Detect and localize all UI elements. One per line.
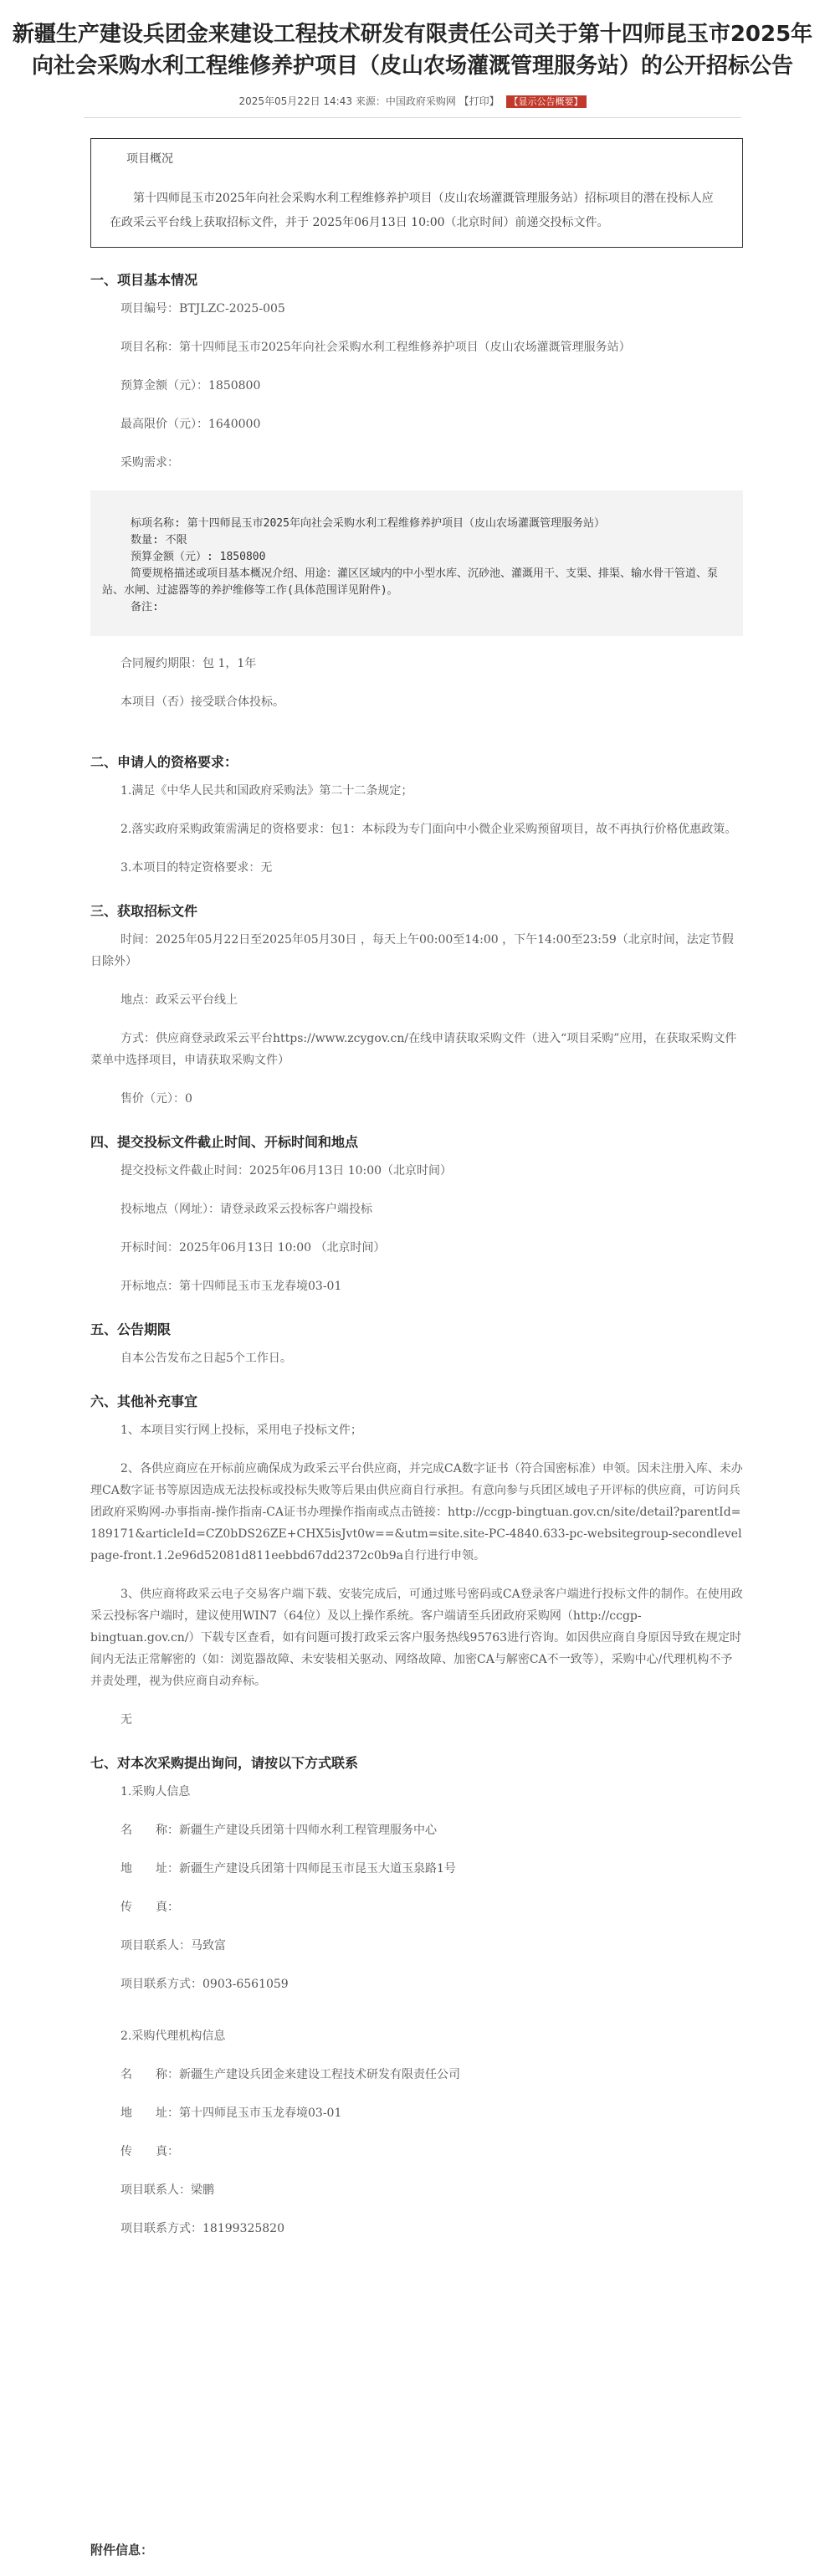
page-title: 新疆生产建设兵团金来建设工程技术研发有限责任公司关于第十四师昆玉市2025年向社会采购水利工程维修养护项目（皮山农场灌溉管理服务站）的公开招标公告	[12, 22, 813, 79]
notice-period: 自本公告发布之日起5个工作日。	[120, 1352, 292, 1365]
buyer-name: 名 称：新疆生产建设兵团第十四师水利工程管理服务中心	[120, 1824, 437, 1837]
agent-name: 名 称：新疆生产建设兵团金来建设工程技术研发有限责任公司	[120, 2068, 460, 2081]
agent-address: 地 址：第十四师昆玉市玉龙春境03-01	[120, 2106, 342, 2120]
section-6-heading: 六、其他补充事宜	[90, 1393, 198, 1409]
buyer-contact: 项目联系人：马致富	[120, 1939, 226, 1953]
title-divider	[84, 117, 741, 118]
req-note: 备注:	[131, 601, 159, 613]
contract-period: 合同履约期限：包 1，1年	[120, 657, 257, 670]
submit-deadline: 提交投标文件截止时间：2025年06月13日 10:00（北京时间）	[120, 1164, 453, 1178]
qualification-3: 3.本项目的特定资格要求：无	[120, 861, 273, 875]
budget-amount: 预算金额（元）：1850800	[120, 379, 261, 393]
document-price: 售价（元）：0	[120, 1092, 192, 1106]
source: 来源：中国政府采购网	[355, 95, 456, 107]
meta-line	[0, 94, 825, 109]
qualification-2: 2.落实政府采购政策需满足的资格要求：包1：本标段为专门面向中小微企业采购预留项目，故不再执行价格优惠政策。	[120, 823, 737, 836]
project-code: 项目编号：BTJLZC-2025-005	[120, 302, 285, 316]
obtain-time: 时间：2025年05月22日至2025年05月30日 ，每天上午00:00至14:00 ，下午14:00至23:59（北京时间，法定节假日除外）	[90, 933, 734, 968]
agent-fax: 传 真：	[120, 2145, 179, 2158]
obtain-method: 方式：供应商登录政采云平台https://www.zcygov.cn/在线申请获取采购文件（进入“项目采购”应用，在获取采购文件菜单中选择项目，申请获取采购文件）	[90, 1032, 737, 1067]
agent-contact: 项目联系人：梁鹏	[120, 2183, 214, 2197]
opening-place: 开标地点：第十四师昆玉市玉龙春境03-01	[120, 1280, 342, 1293]
demand-label: 采购需求：	[120, 456, 179, 470]
section-1-heading: 一、项目基本情况	[90, 272, 198, 288]
print-link[interactable]: 【打印】	[459, 95, 500, 107]
opening-time: 开标时间：2025年06月13日 10:00 （北京时间）	[120, 1241, 386, 1255]
req-budget: 预算金额（元）: 1850800	[131, 551, 266, 563]
section-7-heading: 七、对本次采购提出询问，请按以下方式联系	[90, 1755, 359, 1771]
qualification-1: 1.满足《中华人民共和国政府采购法》第二十二条规定；	[120, 784, 413, 798]
buyer-info-title: 1.采购人信息	[120, 1785, 191, 1799]
consortium-note: 本项目（否）接受联合体投标。	[120, 695, 284, 709]
publish-date: 2025年05月22日 14:43	[238, 95, 352, 107]
supplement-none: 无	[120, 1713, 132, 1727]
buyer-fax: 传 真：	[120, 1901, 179, 1914]
submit-place: 投标地点（网址）：请登录政采云投标客户端投标	[120, 1203, 372, 1216]
agent-phone: 项目联系方式：18199325820	[120, 2222, 284, 2235]
section-3-heading: 三、获取招标文件	[90, 903, 198, 919]
supplement-2: 2、各供应商应在开标前应确保成为政采云平台供应商，并完成CA数字证书（符合国密标准）申领。因未注册入库、未办理CA数字证书等原因造成无法投标或投标失败等后果由供应商自行承担。有意向参与兵团区域电子开评标的供应商，可访问兵团政府采购网-办事指南-操作指南-CA证书办理操作指南或点击链接：http://ccgp-bingtuan.gov.cn/site/detail?parentId=189171&articleId=CZ0bDS26ZE+CHX5isJvt0w==&utm=site.site-PC-4840.633-pc-websitegroup-secondlevelpage-front.1.2e96d52081d811eebbd67dd2372c0b9a自行进行申领。	[90, 1462, 743, 1563]
supplement-1: 1、本项目实行网上投标，采用电子投标文件；	[120, 1424, 362, 1437]
section-5-heading: 五、公告期限	[90, 1321, 172, 1337]
buyer-address: 地 址：新疆生产建设兵团第十四师昆玉市昆玉大道玉泉路1号	[120, 1862, 456, 1876]
summary-title: 项目概况	[126, 152, 173, 166]
supplement-3: 3、供应商将政采云电子交易客户端下载、安装完成后，可通过账号密码或CA登录客户端进行投标文件的制作。在使用政采云投标客户端时，建议使用WIN7（64位）及以上操作系统。客户端请至兵团政府采购网（http://ccgp-bingtuan.gov.cn/）下载专区查看，如有问题可拨打政采云客户服务热线95763进行咨询。如因供应商自身原因导致在规定时间内无法正常解密的（如：浏览器故障、未安装相关驱动、网络故障、加密CA与解密CA不一致等），采购中心/代理机构不予并责处理，视为供应商自动弃标。	[90, 1588, 743, 1688]
summary-text: 第十四师昆玉市2025年向社会采购水利工程维修养护项目（皮山农场灌溉管理服务站）招标项目的潜在投标人应在政采云平台线上获取招标文件，并于 2025年06月13日 10:00（北京时间）前递交投标文件。	[110, 192, 714, 229]
req-description: 简要规格描述或项目基本概况介绍、用途：灌区区域内的中小型水库、沉砂池、灌溉用干、支渠、排渠、输水骨干管道、泵站、水闸、过滤器等的养护维修等工作(具体范围详见附件)。	[102, 567, 719, 597]
requirements-box	[90, 490, 743, 636]
buyer-phone: 项目联系方式：0903-6561059	[120, 1978, 289, 1991]
section-4-heading: 四、提交投标文件截止时间、开标时间和地点	[90, 1134, 359, 1150]
section-2-heading: 二、申请人的资格要求：	[90, 754, 238, 770]
req-lot-name: 标项名称: 第十四师昆玉市2025年向社会采购水利工程维修养护项目（皮山农场灌溉管理服务站）	[131, 517, 605, 530]
attachment-label: 附件信息：	[90, 2543, 154, 2558]
project-name: 项目名称：第十四师昆玉市2025年向社会采购水利工程维修养护项目（皮山农场灌溉管理服务站）	[120, 341, 631, 354]
req-quantity: 数量: 不限	[131, 534, 187, 547]
article-body	[90, 138, 743, 2240]
agent-info-title: 2.采购代理机构信息	[120, 2029, 226, 2043]
obtain-place: 地点：政采云平台线上	[120, 993, 238, 1007]
show-summary-button[interactable]: 【显示公告概要】	[506, 95, 587, 108]
max-price: 最高限价（元）：1640000	[120, 418, 261, 431]
project-summary-box	[90, 138, 743, 248]
